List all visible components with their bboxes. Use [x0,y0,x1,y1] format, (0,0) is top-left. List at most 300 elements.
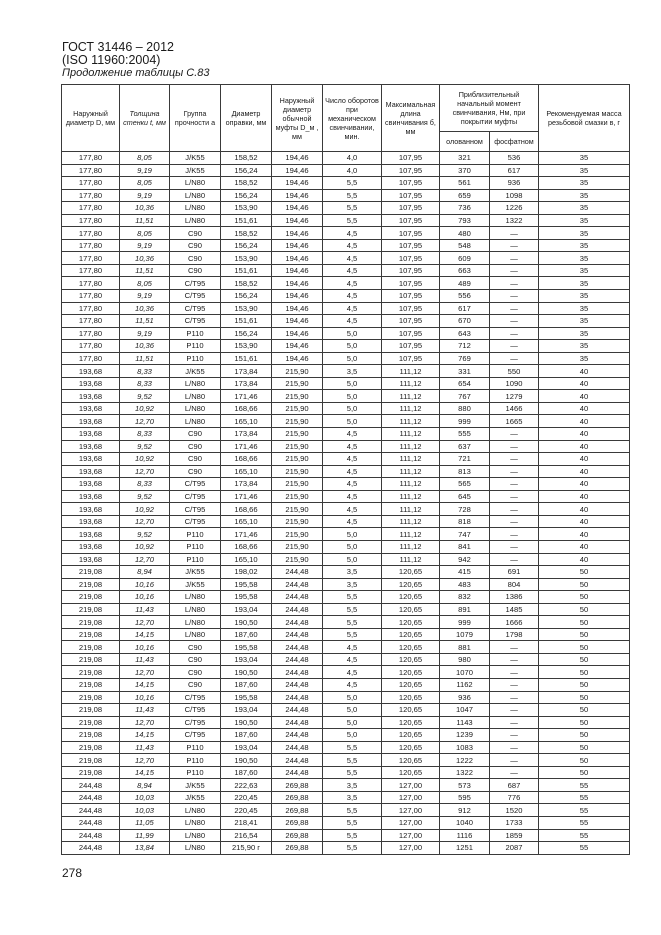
strength-group-cell: L/N80 [170,202,221,215]
max-length-cell: 120,65 [382,603,440,616]
torque-phosphate-cell: — [490,704,539,717]
coupling-diameter-cell: 194,46 [272,327,323,340]
table-row [62,816,630,829]
wall-thickness-cell: 10,92 [120,402,170,415]
lubricant-mass-cell: 55 [539,804,630,817]
mandrel-diameter-cell: 220,45 [221,804,272,817]
table-row [62,465,630,478]
col-coupling-diameter: Наружный диаметр обычной муфты D_м , мм [272,85,323,152]
torque-phosphate-cell: 617 [490,164,539,177]
max-length-cell: 111,12 [382,390,440,403]
outer-diameter-cell: 177,80 [62,315,120,328]
max-length-cell: 127,00 [382,842,440,855]
lubricant-mass-cell: 35 [539,290,630,303]
strength-group-cell: C90 [170,641,221,654]
revolutions-cell: 4,5 [323,315,382,328]
lubricant-mass-cell: 50 [539,628,630,641]
torque-tin-cell: 637 [440,440,490,453]
coupling-diameter-cell: 244,48 [272,691,323,704]
torque-tin-cell: 548 [440,239,490,252]
mandrel-diameter-cell: 195,58 [221,641,272,654]
wall-thickness-cell: 13,84 [120,842,170,855]
revolutions-cell: 5,5 [323,214,382,227]
torque-tin-cell: 1079 [440,628,490,641]
revolutions-cell: 5,0 [323,415,382,428]
coupling-diameter-cell: 194,46 [272,340,323,353]
max-length-cell: 120,65 [382,754,440,767]
max-length-cell: 111,12 [382,440,440,453]
lubricant-mass-cell: 40 [539,453,630,466]
wall-thickness-cell: 12,70 [120,415,170,428]
lubricant-mass-cell: 55 [539,842,630,855]
mandrel-diameter-cell: 187,60 [221,766,272,779]
lubricant-mass-cell: 35 [539,340,630,353]
coupling-diameter-cell: 244,48 [272,641,323,654]
torque-tin-cell: 561 [440,177,490,190]
wall-thickness-cell: 8,33 [120,365,170,378]
outer-diameter-cell: 219,08 [62,704,120,717]
wall-thickness-cell: 8,94 [120,779,170,792]
strength-group-cell: C90 [170,264,221,277]
coupling-diameter-cell: 194,46 [272,264,323,277]
torque-tin-cell: 793 [440,214,490,227]
table-row [62,641,630,654]
wall-thickness-cell: 10,03 [120,804,170,817]
mandrel-diameter-cell: 190,50 [221,716,272,729]
wall-thickness-cell: 11,43 [120,653,170,666]
max-length-cell: 120,65 [382,716,440,729]
wall-thickness-cell: 10,16 [120,578,170,591]
mandrel-diameter-cell: 156,24 [221,290,272,303]
strength-group-cell: C90 [170,227,221,240]
col-torque-group: Приблизительный начальный момент свинчивания, Нм, при покрытии муфты [440,85,539,132]
torque-tin-cell: 841 [440,540,490,553]
coupling-diameter-cell: 194,46 [272,315,323,328]
revolutions-cell: 4,5 [323,478,382,491]
strength-group-cell: C/T95 [170,290,221,303]
mandrel-diameter-cell: 187,60 [221,628,272,641]
torque-tin-cell: 813 [440,465,490,478]
col-torque-phosphate: фосфатном [490,132,539,152]
wall-thickness-cell: 9,19 [120,189,170,202]
wall-thickness-cell: 10,92 [120,453,170,466]
wall-thickness-cell: 8,05 [120,152,170,165]
max-length-cell: 111,12 [382,365,440,378]
torque-tin-cell: 936 [440,691,490,704]
coupling-diameter-cell: 244,48 [272,616,323,629]
max-length-cell: 107,95 [382,252,440,265]
torque-phosphate-cell: — [490,239,539,252]
lubricant-mass-cell: 50 [539,766,630,779]
table-row [62,390,630,403]
coupling-diameter-cell: 269,88 [272,804,323,817]
torque-phosphate-cell: 1520 [490,804,539,817]
lubricant-mass-cell: 50 [539,641,630,654]
revolutions-cell: 5,5 [323,628,382,641]
torque-tin-cell: 654 [440,377,490,390]
torque-phosphate-cell: — [490,315,539,328]
strength-group-cell: P110 [170,766,221,779]
wall-thickness-cell: 11,43 [120,704,170,717]
torque-tin-cell: 736 [440,202,490,215]
outer-diameter-cell: 177,80 [62,164,120,177]
torque-tin-cell: 1040 [440,816,490,829]
lubricant-mass-cell: 40 [539,553,630,566]
wall-thickness-cell: 11,43 [120,741,170,754]
revolutions-cell: 5,5 [323,616,382,629]
outer-diameter-cell: 219,08 [62,678,120,691]
max-length-cell: 107,95 [382,290,440,303]
lubricant-mass-cell: 50 [539,741,630,754]
strength-group-cell: J/K55 [170,791,221,804]
coupling-diameter-cell: 194,46 [272,152,323,165]
strength-group-cell: P110 [170,352,221,365]
strength-group-cell: P110 [170,540,221,553]
table-row [62,515,630,528]
strength-group-cell: L/N80 [170,804,221,817]
wall-thickness-cell: 10,03 [120,791,170,804]
strength-group-cell: C/T95 [170,277,221,290]
table-row [62,766,630,779]
table-row [62,315,630,328]
makeup-torque-table [61,84,630,855]
outer-diameter-cell: 219,08 [62,691,120,704]
outer-diameter-cell: 177,80 [62,239,120,252]
max-length-cell: 120,65 [382,678,440,691]
revolutions-cell: 4,5 [323,239,382,252]
torque-tin-cell: 999 [440,415,490,428]
coupling-diameter-cell: 194,46 [272,277,323,290]
wall-thickness-cell: 12,70 [120,515,170,528]
torque-tin-cell: 1083 [440,741,490,754]
table-row [62,377,630,390]
table-row [62,540,630,553]
coupling-diameter-cell: 269,88 [272,816,323,829]
strength-group-cell: C90 [170,453,221,466]
lubricant-mass-cell: 35 [539,189,630,202]
torque-tin-cell: 1116 [440,829,490,842]
revolutions-cell: 5,5 [323,766,382,779]
strength-group-cell: C/T95 [170,729,221,742]
coupling-diameter-cell: 194,46 [272,189,323,202]
torque-phosphate-cell: 1665 [490,415,539,428]
wall-thickness-cell: 10,16 [120,691,170,704]
lubricant-mass-cell: 50 [539,704,630,717]
torque-phosphate-cell: — [490,653,539,666]
coupling-diameter-cell: 244,48 [272,678,323,691]
wall-thickness-cell: 11,43 [120,603,170,616]
revolutions-cell: 5,5 [323,591,382,604]
wall-thickness-cell: 8,33 [120,428,170,441]
mandrel-diameter-cell: 158,52 [221,277,272,290]
outer-diameter-cell: 244,48 [62,842,120,855]
wall-thickness-cell: 10,36 [120,302,170,315]
strength-group-cell: J/K55 [170,566,221,579]
strength-group-cell: C90 [170,678,221,691]
max-length-cell: 120,65 [382,578,440,591]
revolutions-cell: 5,5 [323,741,382,754]
strength-group-cell: L/N80 [170,189,221,202]
outer-diameter-cell: 193,68 [62,365,120,378]
wall-thickness-cell: 8,05 [120,227,170,240]
lubricant-mass-cell: 35 [539,152,630,165]
mandrel-diameter-cell: 193,04 [221,704,272,717]
mandrel-diameter-cell: 151,61 [221,352,272,365]
strength-group-cell: C/T95 [170,704,221,717]
coupling-diameter-cell: 244,48 [272,578,323,591]
outer-diameter-cell: 177,80 [62,202,120,215]
table-row [62,252,630,265]
torque-phosphate-cell: — [490,741,539,754]
torque-phosphate-cell: 1098 [490,189,539,202]
table-row [62,804,630,817]
max-length-cell: 107,95 [382,327,440,340]
torque-tin-cell: 1239 [440,729,490,742]
coupling-diameter-cell: 244,48 [272,729,323,742]
torque-phosphate-cell: — [490,666,539,679]
torque-phosphate-cell: 2087 [490,842,539,855]
strength-group-cell: C/T95 [170,515,221,528]
lubricant-mass-cell: 40 [539,540,630,553]
table-continuation-caption: Продолжение таблицы С.83 [62,67,210,79]
outer-diameter-cell: 219,08 [62,628,120,641]
coupling-diameter-cell: 215,90 [272,478,323,491]
strength-group-cell: L/N80 [170,616,221,629]
mandrel-diameter-cell: 158,52 [221,227,272,240]
table-row [62,428,630,441]
revolutions-cell: 5,5 [323,829,382,842]
revolutions-cell: 5,0 [323,716,382,729]
wall-thickness-cell: 11,51 [120,352,170,365]
torque-phosphate-cell: — [490,641,539,654]
revolutions-cell: 5,5 [323,177,382,190]
wall-thickness-cell: 12,70 [120,465,170,478]
wall-thickness-cell: 12,70 [120,553,170,566]
outer-diameter-cell: 177,80 [62,264,120,277]
wall-thickness-cell: 8,05 [120,277,170,290]
revolutions-cell: 4,5 [323,302,382,315]
coupling-diameter-cell: 194,46 [272,202,323,215]
torque-tin-cell: 663 [440,264,490,277]
max-length-cell: 120,65 [382,729,440,742]
mandrel-diameter-cell: 187,60 [221,729,272,742]
wall-thickness-cell: 11,51 [120,315,170,328]
lubricant-mass-cell: 40 [539,490,630,503]
mandrel-diameter-cell: 165,10 [221,553,272,566]
lubricant-mass-cell: 40 [539,402,630,415]
coupling-diameter-cell: 215,90 [272,515,323,528]
mandrel-diameter-cell: 187,60 [221,678,272,691]
outer-diameter-cell: 193,68 [62,402,120,415]
max-length-cell: 107,95 [382,177,440,190]
torque-tin-cell: 659 [440,189,490,202]
strength-group-cell: C/T95 [170,503,221,516]
outer-diameter-cell: 193,68 [62,428,120,441]
max-length-cell: 107,95 [382,302,440,315]
coupling-diameter-cell: 194,46 [272,290,323,303]
mandrel-diameter-cell: 156,24 [221,189,272,202]
revolutions-cell: 5,0 [323,540,382,553]
lubricant-mass-cell: 50 [539,691,630,704]
revolutions-cell: 5,0 [323,553,382,566]
lubricant-mass-cell: 50 [539,678,630,691]
lubricant-mass-cell: 50 [539,729,630,742]
torque-tin-cell: 556 [440,290,490,303]
mandrel-diameter-cell: 171,46 [221,440,272,453]
strength-group-cell: C/T95 [170,490,221,503]
coupling-diameter-cell: 244,48 [272,716,323,729]
torque-tin-cell: 415 [440,566,490,579]
coupling-diameter-cell: 244,48 [272,566,323,579]
outer-diameter-cell: 193,68 [62,528,120,541]
coupling-diameter-cell: 269,88 [272,779,323,792]
outer-diameter-cell: 219,08 [62,603,120,616]
strength-group-cell: P110 [170,754,221,767]
torque-phosphate-cell: — [490,490,539,503]
strength-group-cell: C90 [170,440,221,453]
revolutions-cell: 3,5 [323,779,382,792]
strength-group-cell: C90 [170,465,221,478]
table-row [62,791,630,804]
revolutions-cell: 3,5 [323,365,382,378]
max-length-cell: 127,00 [382,829,440,842]
table-row [62,842,630,855]
mandrel-diameter-cell: 151,61 [221,264,272,277]
col-strength-group: Группа прочности а [170,85,221,152]
wall-thickness-cell: 14,15 [120,766,170,779]
wall-thickness-cell: 9,19 [120,327,170,340]
lubricant-mass-cell: 40 [539,428,630,441]
torque-phosphate-cell: 776 [490,791,539,804]
torque-tin-cell: 565 [440,478,490,491]
coupling-diameter-cell: 215,90 [272,528,323,541]
lubricant-mass-cell: 40 [539,365,630,378]
lubricant-mass-cell: 40 [539,377,630,390]
revolutions-cell: 5,0 [323,340,382,353]
torque-tin-cell: 880 [440,402,490,415]
revolutions-cell: 5,0 [323,390,382,403]
torque-tin-cell: 331 [440,365,490,378]
table-row [62,264,630,277]
table-row [62,453,630,466]
revolutions-cell: 4,0 [323,164,382,177]
torque-phosphate-cell: 1485 [490,603,539,616]
wall-thickness-cell: 10,16 [120,591,170,604]
strength-group-cell: L/N80 [170,177,221,190]
mandrel-diameter-cell: 158,52 [221,152,272,165]
torque-tin-cell: 818 [440,515,490,528]
lubricant-mass-cell: 35 [539,202,630,215]
outer-diameter-cell: 177,80 [62,227,120,240]
wall-thickness-cell: 11,51 [120,264,170,277]
coupling-diameter-cell: 244,48 [272,704,323,717]
torque-phosphate-cell: 536 [490,152,539,165]
torque-phosphate-cell: — [490,478,539,491]
max-length-cell: 120,65 [382,666,440,679]
wall-thickness-cell: 9,52 [120,390,170,403]
lubricant-mass-cell: 50 [539,603,630,616]
max-length-cell: 111,12 [382,553,440,566]
strength-group-cell: C90 [170,239,221,252]
lubricant-mass-cell: 35 [539,227,630,240]
revolutions-cell: 5,0 [323,704,382,717]
strength-group-cell: L/N80 [170,829,221,842]
outer-diameter-cell: 193,68 [62,503,120,516]
wall-thickness-cell: 11,05 [120,816,170,829]
mandrel-diameter-cell: 198,02 [221,566,272,579]
outer-diameter-cell: 193,68 [62,415,120,428]
wall-thickness-cell: 14,15 [120,678,170,691]
mandrel-diameter-cell: 165,10 [221,515,272,528]
torque-tin-cell: 728 [440,503,490,516]
lubricant-mass-cell: 35 [539,164,630,177]
coupling-diameter-cell: 194,46 [272,239,323,252]
torque-phosphate-cell: — [490,729,539,742]
table-row [62,164,630,177]
mandrel-diameter-cell: 195,58 [221,691,272,704]
coupling-diameter-cell: 269,88 [272,829,323,842]
mandrel-diameter-cell: 153,90 [221,302,272,315]
outer-diameter-cell: 193,68 [62,453,120,466]
max-length-cell: 120,65 [382,691,440,704]
strength-group-cell: J/K55 [170,152,221,165]
mandrel-diameter-cell: 215,90 г [221,842,272,855]
wall-thickness-cell: 10,92 [120,540,170,553]
outer-diameter-cell: 193,68 [62,553,120,566]
wall-thickness-cell: 8,05 [120,177,170,190]
max-length-cell: 127,00 [382,804,440,817]
coupling-diameter-cell: 194,46 [272,302,323,315]
max-length-cell: 127,00 [382,816,440,829]
torque-phosphate-cell: — [490,766,539,779]
mandrel-diameter-cell: 156,24 [221,327,272,340]
max-length-cell: 120,65 [382,741,440,754]
revolutions-cell: 4,5 [323,264,382,277]
strength-group-cell: J/K55 [170,164,221,177]
max-length-cell: 111,12 [382,528,440,541]
torque-tin-cell: 609 [440,252,490,265]
coupling-diameter-cell: 244,48 [272,653,323,666]
lubricant-mass-cell: 35 [539,177,630,190]
torque-tin-cell: 645 [440,490,490,503]
wall-thickness-cell: 12,70 [120,716,170,729]
lubricant-mass-cell: 40 [539,440,630,453]
torque-phosphate-cell: 1798 [490,628,539,641]
torque-tin-cell: 1143 [440,716,490,729]
coupling-diameter-cell: 269,88 [272,791,323,804]
max-length-cell: 111,12 [382,428,440,441]
revolutions-cell: 5,5 [323,804,382,817]
page-number: 278 [62,866,83,880]
max-length-cell: 111,12 [382,465,440,478]
revolutions-cell: 4,5 [323,515,382,528]
torque-phosphate-cell: — [490,716,539,729]
outer-diameter-cell: 193,68 [62,440,120,453]
max-length-cell: 107,95 [382,152,440,165]
torque-phosphate-cell: — [490,678,539,691]
mandrel-diameter-cell: 218,41 [221,816,272,829]
revolutions-cell: 4,5 [323,465,382,478]
max-length-cell: 107,95 [382,239,440,252]
outer-diameter-cell: 177,80 [62,152,120,165]
table-row [62,729,630,742]
strength-group-cell: L/N80 [170,628,221,641]
lubricant-mass-cell: 55 [539,791,630,804]
mandrel-diameter-cell: 165,10 [221,415,272,428]
torque-tin-cell: 832 [440,591,490,604]
coupling-diameter-cell: 269,88 [272,842,323,855]
torque-phosphate-cell: — [490,327,539,340]
